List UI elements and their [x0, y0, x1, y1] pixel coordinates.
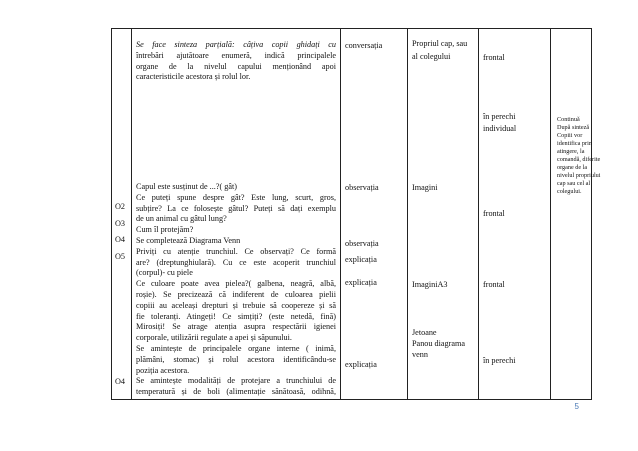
note-line: cap sau cel al [557, 180, 591, 187]
column-divider [131, 28, 132, 400]
text-line: Cum îl protejăm? [136, 225, 194, 235]
objective-code: O4 [115, 377, 126, 386]
text-line: Capul este susținut de ...?( gât) [136, 182, 237, 191]
page-number: 5 [574, 402, 579, 411]
evaluation-notes [557, 116, 600, 196]
note-line: nivelul propriului [557, 172, 601, 179]
activity-text-row1 [136, 40, 336, 83]
method-label: conversația [345, 41, 383, 50]
method-label: explicația [345, 360, 377, 369]
text-line: de un animal cu gâtul lung? [136, 214, 227, 224]
text-line: Ce puteți spune despre gât? Este lung, scurt, gros, [136, 192, 336, 202]
column-divider [478, 28, 479, 400]
note-line: colegului. [557, 188, 582, 195]
organization-label: frontal [483, 280, 505, 289]
method-label: explicația [345, 278, 377, 287]
text-line: poziția acestora. [136, 365, 190, 375]
text-line: fie toleranți. Atingeți! Ce simțiți? (este netedă, fină) [136, 311, 336, 321]
note-line: După sinteză [557, 124, 590, 131]
text-line: plămâni, stomac) și rolul acestora identificându-se [136, 354, 336, 364]
text-line: corporale, utilizării regulate a apei și săpunului. [136, 333, 292, 343]
text-line: Se face sinteza parțială: câțiva copii ghidați cu [136, 40, 336, 49]
text-line: organe de la nivelul capului menționând apoi [136, 61, 336, 71]
column-divider [550, 28, 551, 400]
note-line: comandă, diferite [557, 156, 601, 163]
material-label: ImaginiA3 [412, 280, 448, 289]
activity-text-row2 [136, 182, 336, 398]
text-line: subțire? La ce folosește gâtul? Puteți să dați exemplu [136, 203, 336, 213]
material-label: Panou diagrama [412, 339, 465, 348]
organization-label: frontal [483, 209, 505, 218]
text-line: Se completează Diagrama Venn [136, 235, 241, 245]
material-label: al colegului [412, 52, 451, 61]
text-line: întrebări ajutătoare enumeră, indică principalele [136, 50, 336, 60]
note-line: Copiii vor [557, 132, 583, 139]
organization-label: în perechi [483, 356, 516, 365]
objective-code: O2 [115, 202, 126, 211]
method-label: observația [345, 183, 379, 192]
material-label: Propriul cap, sau [412, 39, 468, 48]
note-line: identifica prin [557, 140, 592, 147]
column-divider [340, 28, 341, 400]
text-line: are? (dreptunghiulară). Cu ce este acoperit trunchiul [136, 257, 336, 267]
text-line: caracteristicile acestora și rolul lor. [136, 72, 251, 82]
column-divider [407, 28, 408, 400]
text-line: Se amintește de principalele organe interne ( inimă, [136, 343, 336, 353]
text-line: Mirosiți! Se atrage atenția asupra respectării igienei [136, 322, 336, 332]
text-line: Ce culoare poate avea pielea?( galbena, neagră, albă, [136, 279, 336, 289]
method-label: explicația [345, 255, 377, 264]
text-line: Se amintește modalități de protejare a trunchiului de [136, 376, 336, 386]
note-line: atingere, la [557, 148, 585, 155]
material-label: Jetoane [412, 328, 437, 337]
note-line: Continuă [557, 116, 580, 123]
material-label: Imagini [412, 183, 438, 192]
organization-label: frontal [483, 53, 505, 62]
objective-code: O5 [115, 252, 126, 261]
method-label: observația [345, 239, 379, 248]
note-line: organe de la [557, 164, 588, 171]
text-line: temperatură și de boli (alimentație sănătoasă, odihnă, [136, 387, 336, 397]
material-label: venn [412, 350, 428, 359]
text-line: Priviți cu atenție trunchiul. Ce observați? Ce formă [136, 246, 336, 256]
text-line: (corpul)- cu piele [136, 268, 193, 278]
organization-label: în perechi [483, 112, 516, 121]
text-line: roșie). Se precizează că indiferent de culoarea pielii [136, 289, 336, 299]
organization-label: individual [483, 124, 517, 133]
objective-code: O3 [115, 219, 126, 228]
text-line: copiii au aceleași drepturi și trebuie să coopereze și să [136, 300, 336, 310]
objective-code: O4 [115, 235, 126, 244]
